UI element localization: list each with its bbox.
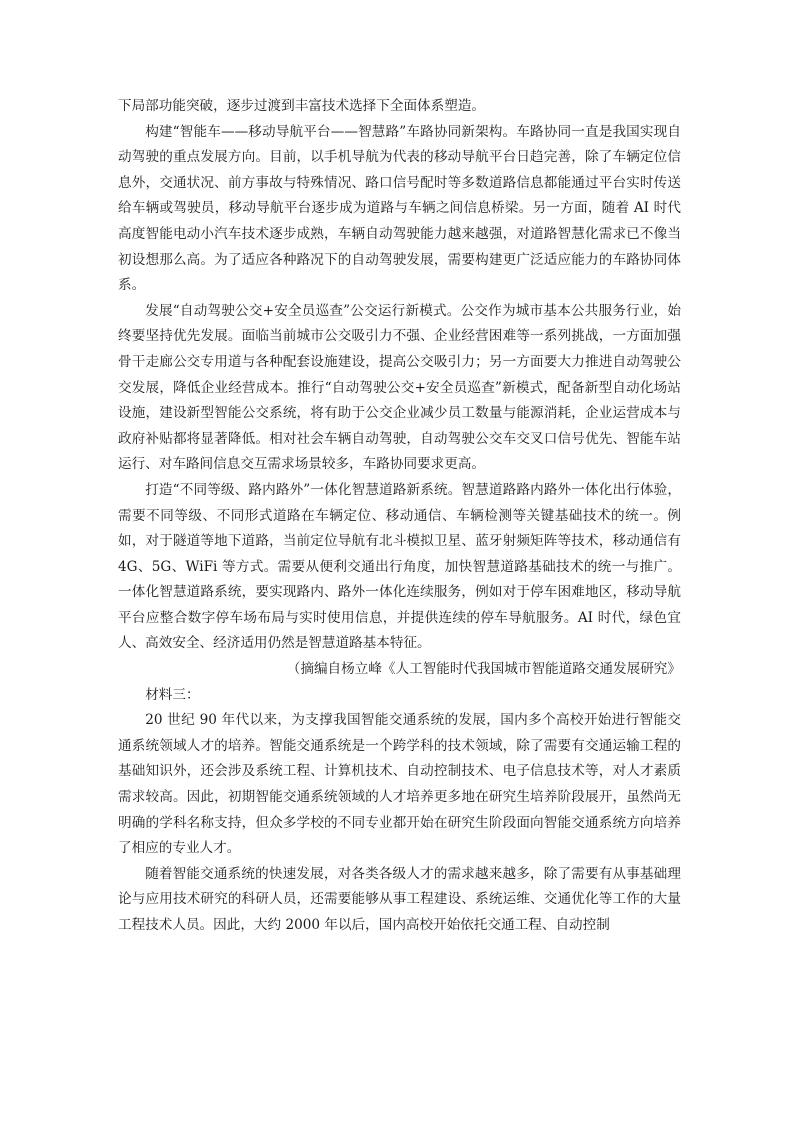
material-three-label: 材料三： [145, 686, 200, 703]
document-body [118, 94, 681, 939]
paragraph-autonomous-bus: 发展“自动驾驶公交+安全员巡查”公交运行新模式。公交作为城市基本公共服务行业，始终要坚持优先发展。面临当前城市公交吸引力不强、企业经营困难等一系列挑战，一方面加强骨干走廊公交专用道与各种配套设施建设，提高公交吸引力；另一方面要大力推进自动驾驶公交发展，降低企业经营成本。推行“自动驾驶公交+安全员巡查”新模式，配备新型自动化场站设施，建设新型智能公交系统，将有助于公交企业减少员工数量与能源消耗，企业运营成本与政府补贴都将显著降低。相对社会车辆自动驾驶，自动驾驶公交车交叉口信号优先、智能车站运行、对车路间信息交互需求场景较多，车路协同要求更高。 [118, 302, 681, 473]
paragraph-vehicle-road-collaboration: 构建“智能车——移动导航平台——智慧路”车路协同新架构。车路协同一直是我国实现自动驾驶的重点发展方向。目前，以手机导航为代表的移动导航平台日趋完善，除了车辆定位信息外，交通状况、前方事故与特殊情况、路口信号配时等多数道路信息都能通过平台实时传送给车辆或驾驶员，移动导航平台逐步成为道路与车辆之间信息桥梁。另一方面，随着 AI 时代高度智能电动小汽车技术逐步成熟，车辆自动驾驶能力越来越强，对道路智慧化需求已不像当初设想那么高。为了适应各种路况下的自动驾驶发展，需要构建更广泛适应能力的车路协同体系。 [118, 123, 681, 294]
paragraph-talent-training-history: 20 世纪 90 年代以来，为支撑我国智能交通系统的发展，国内多个高校开始进行智能交通系统领域人才的培养。智能交通系统是一个跨学科的技术领域，除了需要有交通运输工程的基础知识外，还会涉及系统工程、计算机技术、自动控制技术、电子信息技术等，对人才素质需求较高。因此，初期智能交通系统领域的人才培养更多地在研究生培养阶段展开，虽然尚无明确的学科名称支持，但众多学校的不同专业都开始在研究生阶段面向智能交通系统方向培养了相应的专业人才。 [118, 712, 681, 857]
paragraph-smart-road-system: 打造“不同等级、路内路外”一体化智慧道路新系统。智慧道路路内路外一体化出行体验，需要不同等级、不同形式道路在车辆定位、移动通信、车辆检测等关键基础技术的统一。例如，对于隧道等地下道路，当前定位导航有北斗模拟卫星、蓝牙射频矩阵等技术，移动通信有 4G、5G、WiFi 等方式。需要从便利交通出行角度，加快智慧道路基础技术的统一与推广。一体化智慧道路系统，要实现路内、路外一体化连续服务，例如对于停车困难地区，移动导航平台应整合数字停车场布局与实时使用信息，并提供连续的停车导航服务。AI 时代，绿色宜人、高效安全、经济适用仍然是智慧道路基本特征。 [118, 481, 681, 652]
source-citation: （摘编自杨立峰《人工智能时代我国城市智能道路交通发展研究》 [286, 661, 681, 678]
paragraph-talent-demand: 随着智能交通系统的快速发展，对各类各级人才的需求越来越多，除了需要有从事基础理论与应用技术研究的科研人员，还需要能够从事工程建设、系统运维、交通优化等工作的大量工程技术人员。因此，大约 2000 年以后，国内高校开始依托交通工程、自动控制 [118, 865, 681, 933]
paragraph-continuation: 下局部功能突破，逐步过渡到丰富技术选择下全面体系塑造。 [118, 98, 486, 114]
